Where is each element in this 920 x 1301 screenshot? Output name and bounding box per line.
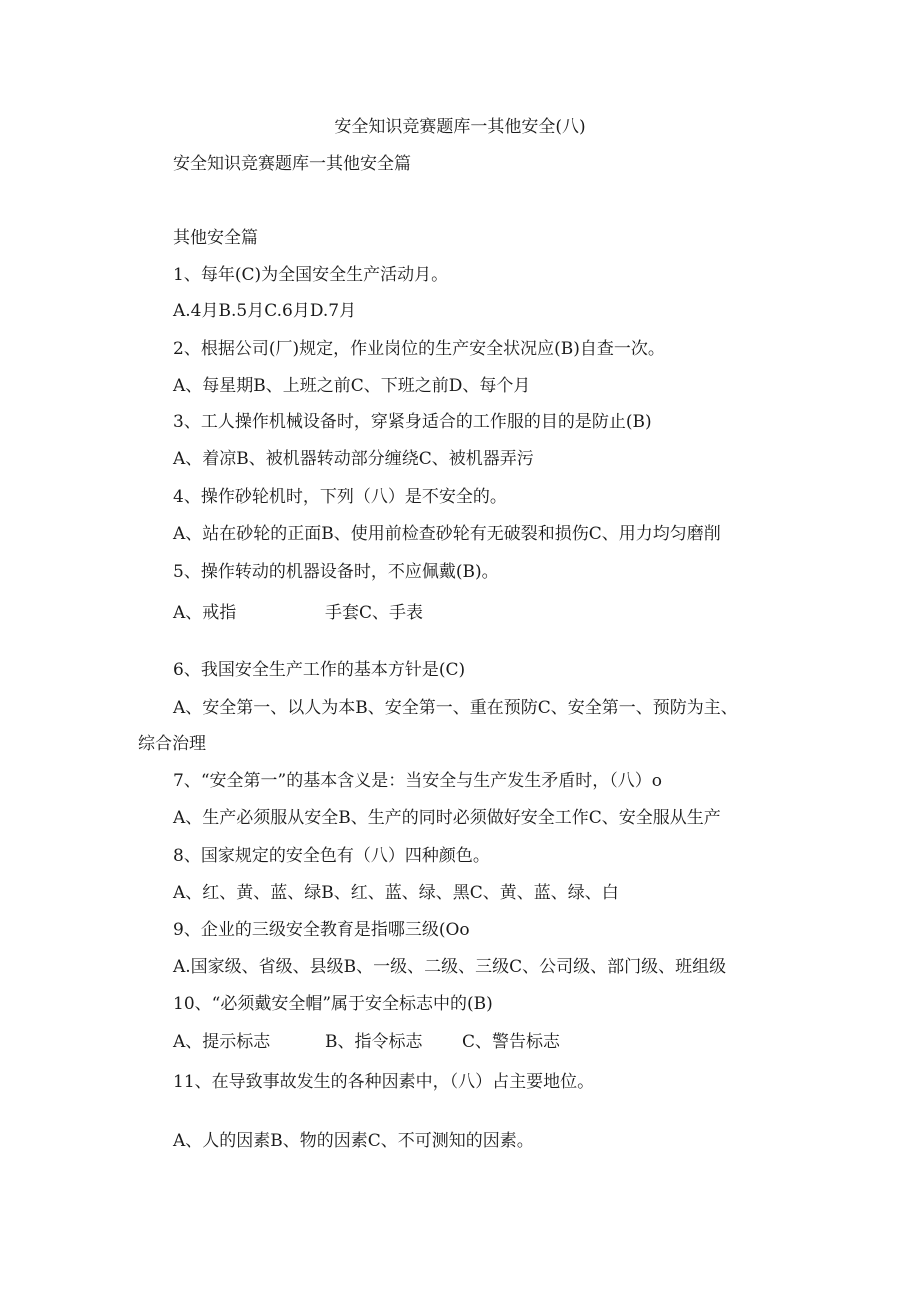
answer-option-5a: A、戒指 <box>173 603 237 623</box>
answer-option-10b: B、指令标志 <box>325 1032 423 1052</box>
document-title: 安全知识竞赛题库一其他安全(八) <box>334 117 586 137</box>
answer-options-6-continued: 综合治理 <box>138 734 206 754</box>
answer-options-11: A、人的因素B、物的因素C、不可测知的因素。 <box>173 1131 534 1151</box>
answer-option-5bc: 手套C、手表 <box>325 603 424 623</box>
answer-options-9: A.国家级、省级、县级B、一级、二级、三级C、公司级、部门级、班组级 <box>173 957 727 977</box>
question-11: 11、在导致事故发生的各种因素中，（八）占主要地位。 <box>173 1072 595 1092</box>
question-2: 2、根据公司(厂)规定，作业岗位的生产安全状况应(B)自查一次。 <box>173 339 665 359</box>
section-heading: 其他安全篇 <box>173 228 258 248</box>
answer-options-4: A、站在砂轮的正面B、使用前检查砂轮有无破裂和损伤C、用力均匀磨削 <box>173 524 721 544</box>
answer-option-10c: C、警告标志 <box>462 1032 561 1052</box>
question-7: 7、“安全第一”的基本含义是：当安全与生产发生矛盾时，（八）o <box>173 771 662 791</box>
question-4: 4、操作砂轮机时，下列（八）是不安全的。 <box>173 487 507 507</box>
question-10: 10、“必须戴安全帽”属于安全标志中的(B) <box>173 994 493 1014</box>
answer-options-8: A、红、黄、蓝、绿B、红、蓝、绿、黑C、黄、蓝、绿、白 <box>173 883 619 903</box>
question-3: 3、工人操作机械设备时，穿紧身适合的工作服的目的是防止(B) <box>173 412 652 432</box>
answer-options-1: A.4月B.5月C.6月D.7月 <box>173 301 357 321</box>
answer-options-6: A、安全第一、以人为本B、安全第一、重在预防C、安全第一、预防为主、 <box>173 698 738 718</box>
question-6: 6、我国安全生产工作的基本方针是(C) <box>173 660 466 680</box>
question-9: 9、企业的三级安全教育是指哪三级(Oo <box>173 920 470 940</box>
document-subtitle: 安全知识竞赛题库一其他安全篇 <box>173 154 411 174</box>
answer-option-10a: A、提示标志 <box>173 1032 271 1052</box>
question-5: 5、操作转动的机器设备时，不应佩戴(B)。 <box>173 562 499 582</box>
question-1: 1、每年(C)为全国安全生产活动月。 <box>173 265 449 285</box>
answer-options-2: A、每星期B、上班之前C、下班之前D、每个月 <box>173 376 531 396</box>
question-8: 8、国家规定的安全色有（八）四种颜色。 <box>173 846 490 866</box>
answer-options-7: A、生产必须服从安全B、生产的同时必须做好安全工作C、安全服从生产 <box>173 808 721 828</box>
answer-options-3: A、着凉B、被机器转动部分缠绕C、被机器弄污 <box>173 449 534 469</box>
